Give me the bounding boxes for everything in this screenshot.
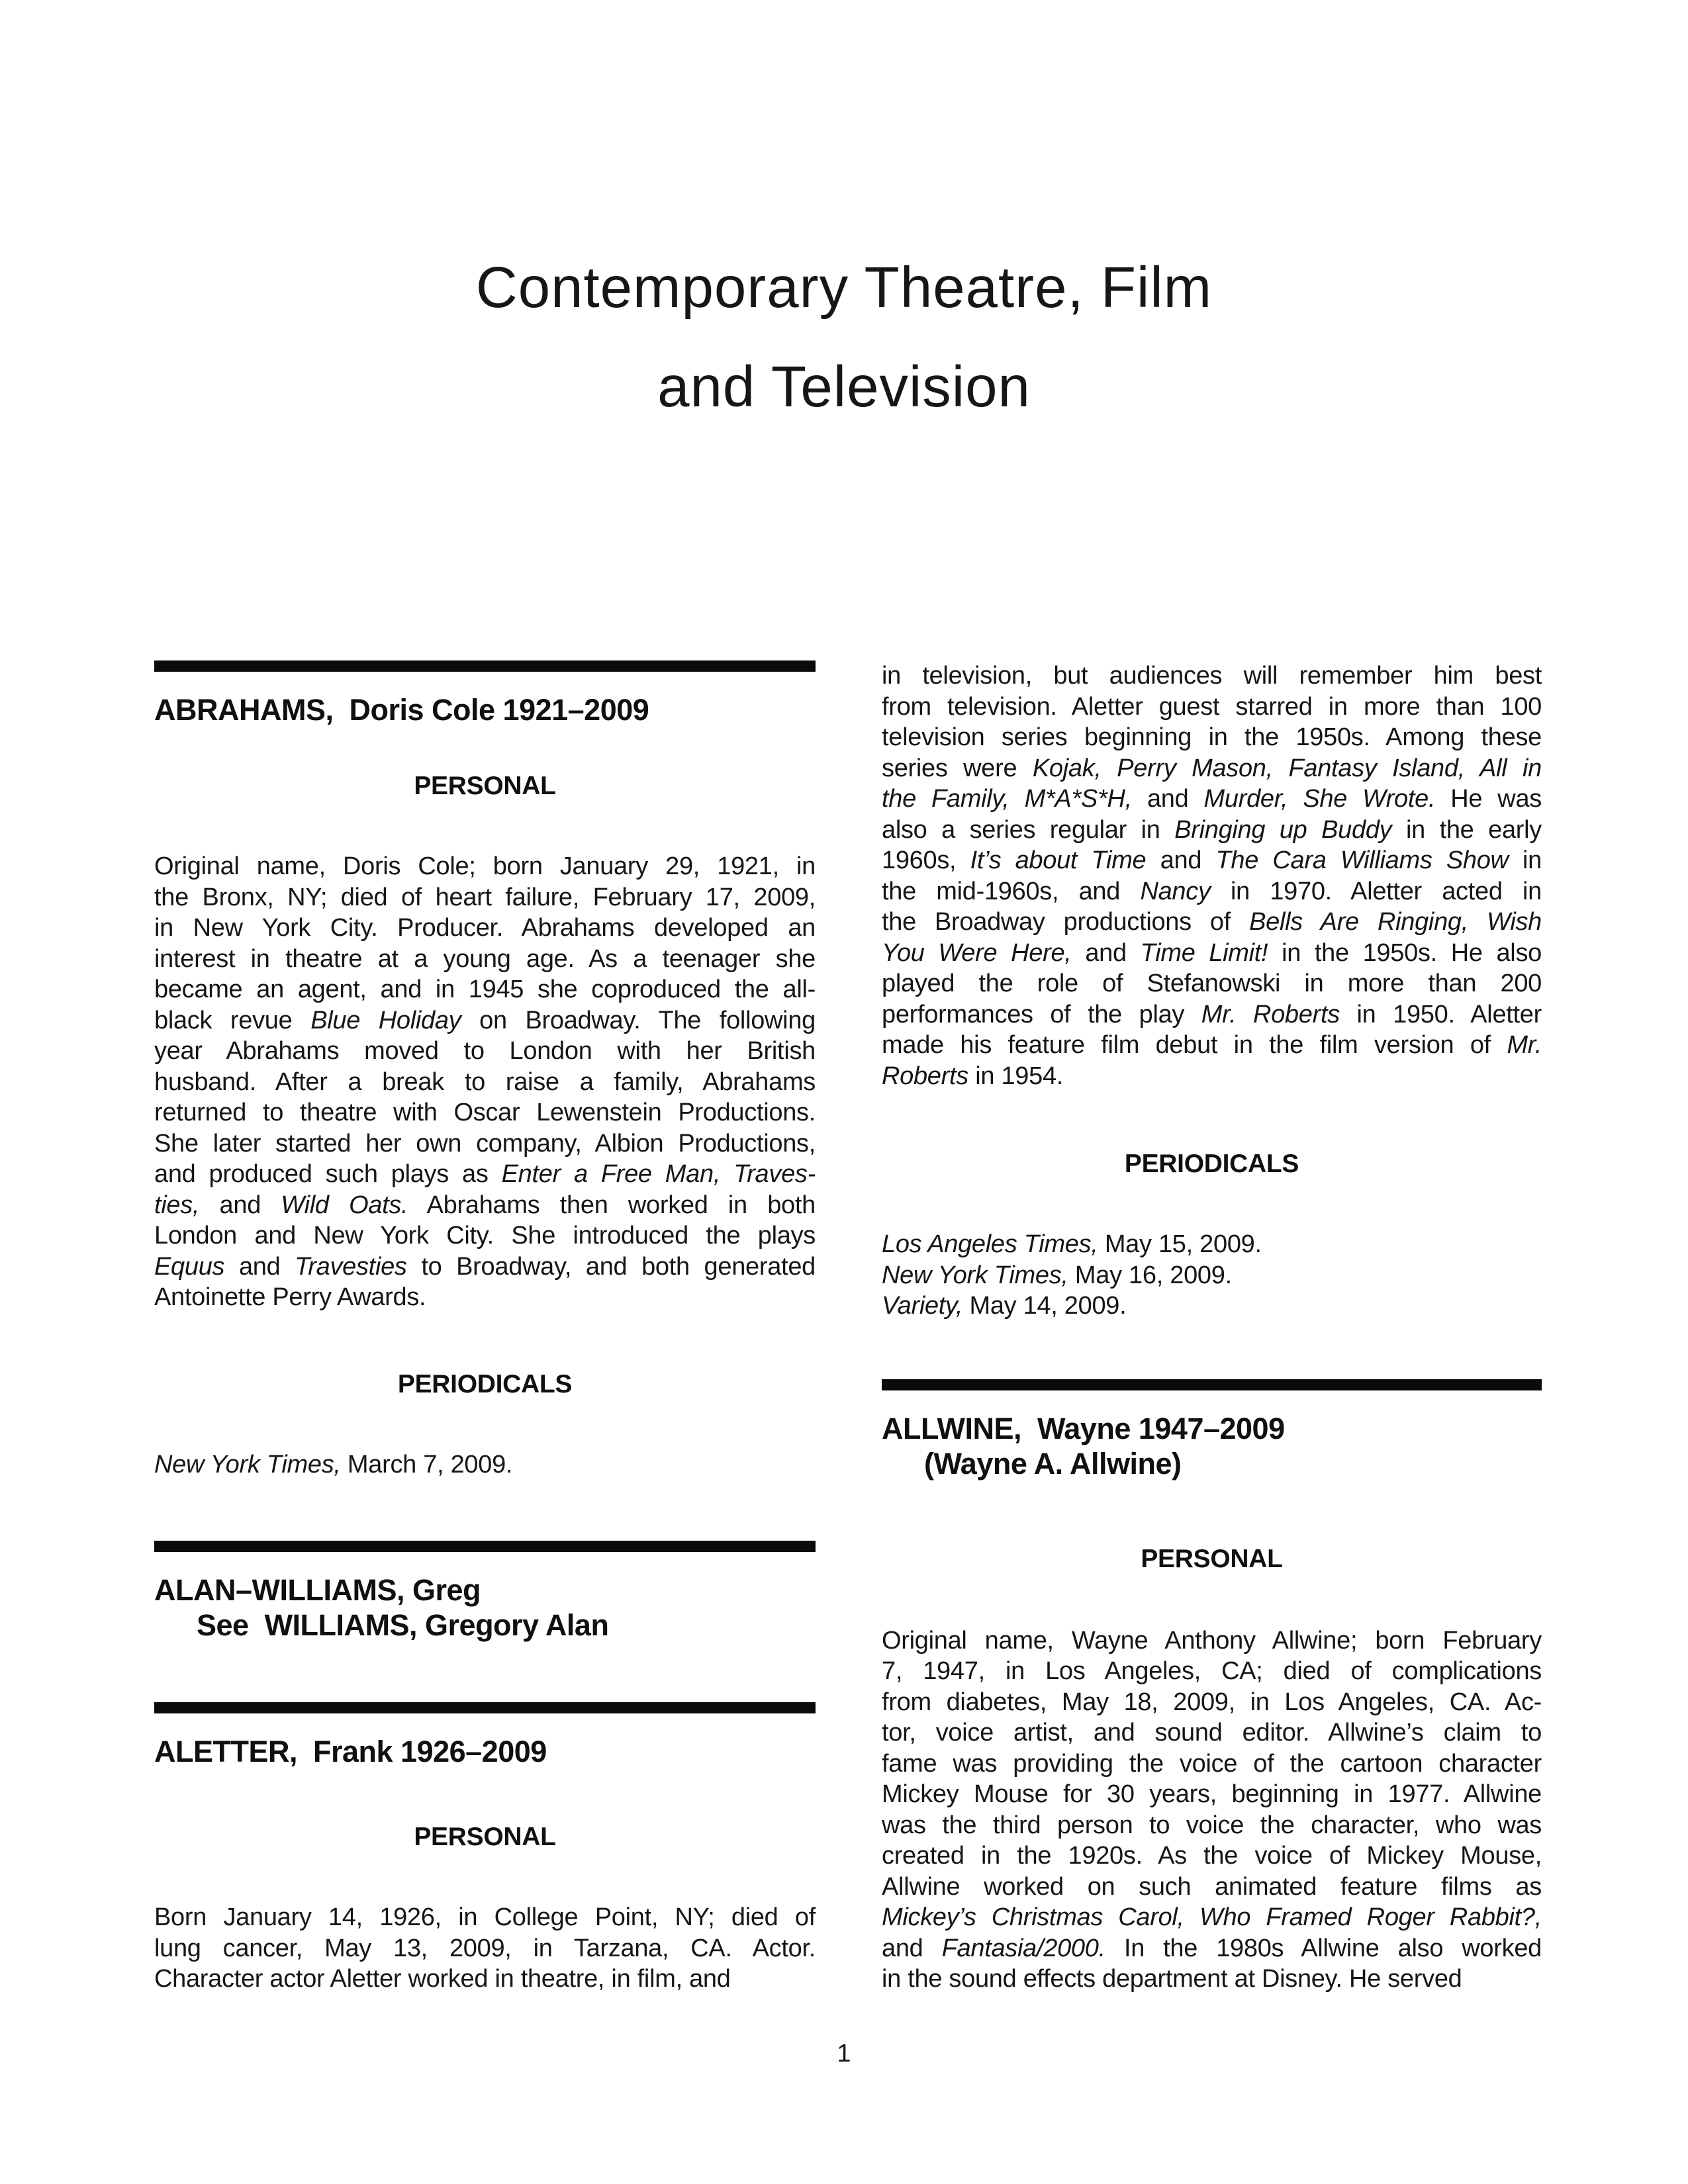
text-run: and xyxy=(224,1252,295,1281)
text-run: interest in theatre at a young age. As a teenager she xyxy=(154,944,816,973)
text-line xyxy=(882,1687,1542,1718)
text-run: in the sound effects department at Disney. He served xyxy=(882,1965,1462,1993)
periodicals-list xyxy=(882,1229,1542,1322)
text-run: husband. After a break to raise a family, Abrahams xyxy=(154,1068,816,1096)
text-run: Mickey Mouse for 30 years, beginning in 1977. Allwine xyxy=(882,1780,1542,1808)
italic-text-run: Time Limit! xyxy=(1140,938,1268,967)
text-line xyxy=(154,1282,816,1313)
book-title xyxy=(0,238,1688,437)
text-line xyxy=(882,907,1542,938)
text-run: and xyxy=(1146,846,1216,874)
text-run: also a series regular in xyxy=(882,815,1175,844)
text-run: He was xyxy=(1435,785,1542,813)
text-line xyxy=(882,753,1542,784)
text-line xyxy=(154,913,816,944)
text-line xyxy=(882,692,1542,723)
text-run: the Broadway productions of xyxy=(882,908,1250,936)
italic-text-run: Los Angeles Times, xyxy=(882,1230,1098,1258)
italic-text-run: You Were Here, xyxy=(882,938,1072,967)
italic-text-run: Fantasia/2000. xyxy=(941,1934,1105,1962)
entry-cross-reference: See WILLIAMS, Gregory Alan xyxy=(197,1608,609,1642)
italic-text-run: Enter a Free Man, Traves- xyxy=(501,1160,816,1188)
text-line xyxy=(154,1005,816,1036)
text-run: in television, but audiences will remember him best xyxy=(882,662,1542,690)
italic-text-run: ties, xyxy=(154,1191,200,1219)
text-line xyxy=(882,815,1542,846)
text-line xyxy=(882,1964,1542,1995)
book-title-line-1: Contemporary Theatre, Film xyxy=(475,255,1213,320)
entry-heading-alan-williams xyxy=(154,1573,816,1643)
text-run: Original name, Wayne Anthony Allwine; born February xyxy=(882,1626,1542,1655)
text-run: Character actor Aletter worked in theatre, in film, and xyxy=(154,1965,731,1993)
text-run: in xyxy=(1508,846,1542,874)
entry-heading-aletter: ALETTER, Frank 1926–2009 xyxy=(154,1735,547,1768)
text-line xyxy=(154,1964,816,1995)
entry-heading-abrahams: ABRAHAMS, Doris Cole 1921–2009 xyxy=(154,693,649,727)
text-line xyxy=(154,882,816,913)
text-run: to Broadway, and both generated xyxy=(406,1252,816,1281)
text-run: in the 1950s. He also xyxy=(1268,938,1542,967)
text-line xyxy=(154,1449,816,1480)
text-run: series were xyxy=(882,754,1033,782)
text-run: and xyxy=(882,1934,942,1962)
left-column xyxy=(154,660,816,1995)
text-run: May 14, 2009. xyxy=(962,1292,1127,1320)
text-line xyxy=(882,1260,1542,1291)
italic-text-run: Bells Are Ringing, Wish xyxy=(1249,908,1542,936)
text-line xyxy=(882,938,1542,969)
text-run: Born January 14, 1926, in College Point, NY; died of xyxy=(154,1903,816,1931)
text-run: was the third person to voice the character, who was xyxy=(882,1811,1542,1839)
text-line xyxy=(154,974,816,1005)
text-line xyxy=(154,851,816,882)
text-line xyxy=(882,1872,1542,1903)
entry-heading-allwine xyxy=(882,1412,1542,1481)
entry-divider-rule xyxy=(882,1379,1542,1390)
italic-text-run: Bringing up Buddy xyxy=(1174,815,1392,844)
italic-text-run: Variety, xyxy=(882,1292,963,1320)
text-line xyxy=(154,1128,816,1160)
text-line xyxy=(154,1190,816,1221)
text-line xyxy=(882,1902,1542,1933)
text-run: in New York City. Producer. Abrahams developed an xyxy=(154,914,816,942)
text-line xyxy=(154,1251,816,1283)
text-line xyxy=(882,722,1542,753)
right-column xyxy=(882,660,1542,1995)
personal-section-heading: PERSONAL xyxy=(1141,1544,1283,1573)
italic-text-run: Wild Oats. xyxy=(281,1191,408,1219)
text-line xyxy=(154,1159,816,1190)
entry-divider-rule xyxy=(154,1541,816,1552)
italic-text-run: New York Times, xyxy=(882,1261,1068,1289)
text-line xyxy=(882,660,1542,692)
text-run: Abrahams then worked in both xyxy=(408,1191,816,1219)
text-line xyxy=(882,968,1542,999)
italic-text-run: It’s about Time xyxy=(970,846,1147,874)
text-run: returned to theatre with Oscar Lewenstein Productions. xyxy=(154,1099,816,1126)
personal-paragraph xyxy=(154,851,816,1313)
text-run: in 1950. Aletter xyxy=(1339,1000,1542,1028)
text-run: performances of the play xyxy=(882,1000,1201,1028)
text-run: in 1954. xyxy=(968,1062,1064,1090)
italic-text-run: Equus xyxy=(154,1252,225,1281)
italic-text-run: Roberts xyxy=(882,1062,968,1090)
text-line xyxy=(882,1841,1542,1872)
text-run: and xyxy=(1131,785,1204,813)
text-line xyxy=(154,1902,816,1933)
text-run: created in the 1920s. As the voice of Mickey Mouse, xyxy=(882,1842,1542,1870)
text-run: Antoinette Perry Awards. xyxy=(154,1283,426,1311)
periodicals-section-heading: PERIODICALS xyxy=(397,1369,573,1398)
text-line xyxy=(882,1030,1542,1061)
italic-text-run: Murder, She Wrote. xyxy=(1203,785,1436,813)
text-run: from diabetes, May 18, 2009, in Los Angeles, CA. Ac- xyxy=(882,1688,1542,1716)
entry-divider-rule xyxy=(154,1702,816,1713)
text-run: and xyxy=(1071,938,1141,967)
text-run: the Bronx, NY; died of heart failure, February 17, 2009, xyxy=(154,883,816,911)
text-run: from television. Aletter guest starred in more than 100 xyxy=(882,692,1542,721)
text-line xyxy=(882,1810,1542,1841)
personal-section-heading: PERSONAL xyxy=(414,772,556,800)
text-run: May 16, 2009. xyxy=(1068,1261,1232,1289)
text-line xyxy=(154,1220,816,1251)
text-run: television series beginning in the 1950s. Among these xyxy=(882,723,1542,751)
text-run: In the 1980s Allwine also worked xyxy=(1105,1934,1542,1962)
text-line xyxy=(154,1933,816,1964)
text-run: the mid-1960s, and xyxy=(882,877,1141,905)
text-run: Allwine worked on such animated feature films as xyxy=(882,1872,1542,1901)
periodicals-section-heading: PERIODICALS xyxy=(1124,1150,1299,1178)
text-line xyxy=(882,1291,1542,1322)
text-run: played the role of Stefanowski in more than 200 xyxy=(882,970,1542,997)
italic-text-run: Travesties xyxy=(295,1252,407,1281)
entry-heading-line: ALAN–WILLIAMS, Greg xyxy=(154,1573,481,1607)
personal-paragraph xyxy=(882,1625,1542,1995)
text-line xyxy=(882,1933,1542,1964)
page-number: 1 xyxy=(837,2040,851,2068)
text-line xyxy=(154,1067,816,1098)
personal-section-heading: PERSONAL xyxy=(414,1823,556,1851)
italic-text-run: the Family, M*A*S*H, xyxy=(882,785,1132,813)
italic-text-run: New York Times, xyxy=(154,1450,341,1479)
text-run: became an agent, and in 1945 she coproduced the all- xyxy=(154,976,816,1003)
text-line xyxy=(154,1097,816,1128)
text-line xyxy=(882,876,1542,907)
continued-paragraph xyxy=(882,660,1542,1091)
text-line xyxy=(882,1779,1542,1810)
text-run: fame was providing the voice of the cartoon character xyxy=(882,1749,1542,1778)
periodicals-list xyxy=(154,1449,816,1480)
text-run: and xyxy=(199,1191,281,1219)
text-run: Original name, Doris Cole; born January 29, 1921, in xyxy=(154,852,816,880)
text-line xyxy=(882,1061,1542,1092)
text-run: black revue xyxy=(154,1006,311,1034)
text-line xyxy=(882,999,1542,1030)
italic-text-run: Mickey’s Christmas Carol, Who Framed Roger Rabbit?, xyxy=(882,1903,1542,1931)
text-run: made his feature film debut in the film version of xyxy=(882,1031,1507,1059)
text-line xyxy=(154,1036,816,1067)
text-run: and produced such plays as xyxy=(154,1160,502,1188)
italic-text-run: Blue Holiday xyxy=(310,1006,461,1034)
book-title-line-2: and Television xyxy=(657,355,1031,419)
text-line xyxy=(154,944,816,975)
text-run: 7, 1947, in Los Angeles, CA; died of complications xyxy=(882,1657,1542,1685)
text-run: 1960s, xyxy=(882,846,970,874)
text-run: London and New York City. She introduced the plays xyxy=(154,1222,816,1250)
text-run: May 15, 2009. xyxy=(1098,1230,1262,1258)
text-run: lung cancer, May 13, 2009, in Tarzana, CA. Actor. xyxy=(154,1934,816,1962)
text-run: tor, voice artist, and sound editor. Allwine’s claim to xyxy=(882,1719,1542,1747)
text-run: on Broadway. The following xyxy=(461,1006,816,1034)
text-run: March 7, 2009. xyxy=(340,1450,513,1479)
entry-divider-rule xyxy=(154,660,816,672)
text-line xyxy=(882,1229,1542,1260)
personal-paragraph xyxy=(154,1902,816,1995)
text-line xyxy=(882,1625,1542,1657)
text-run: in 1970. Aletter acted in xyxy=(1210,877,1542,905)
entry-heading-line: ALLWINE, Wayne 1947–2009 xyxy=(882,1411,1285,1445)
italic-text-run: Kojak, Perry Mason, Fantasy Island, All in xyxy=(1032,754,1542,782)
text-run: She later started her own company, Albion Productions, xyxy=(154,1129,816,1158)
text-line xyxy=(882,1749,1542,1780)
italic-text-run: The Cara Williams Show xyxy=(1215,846,1509,874)
italic-text-run: Nancy xyxy=(1140,877,1211,905)
text-line xyxy=(882,845,1542,876)
text-line xyxy=(882,1717,1542,1749)
entry-alternate-name: (Wayne A. Allwine) xyxy=(924,1446,1182,1480)
italic-text-run: Mr. Roberts xyxy=(1201,1000,1340,1028)
text-line xyxy=(882,1656,1542,1687)
text-run: year Abrahams moved to London with her British xyxy=(154,1037,816,1065)
text-line xyxy=(882,784,1542,815)
text-run: in the early xyxy=(1391,815,1542,844)
italic-text-run: Mr. xyxy=(1507,1031,1542,1059)
